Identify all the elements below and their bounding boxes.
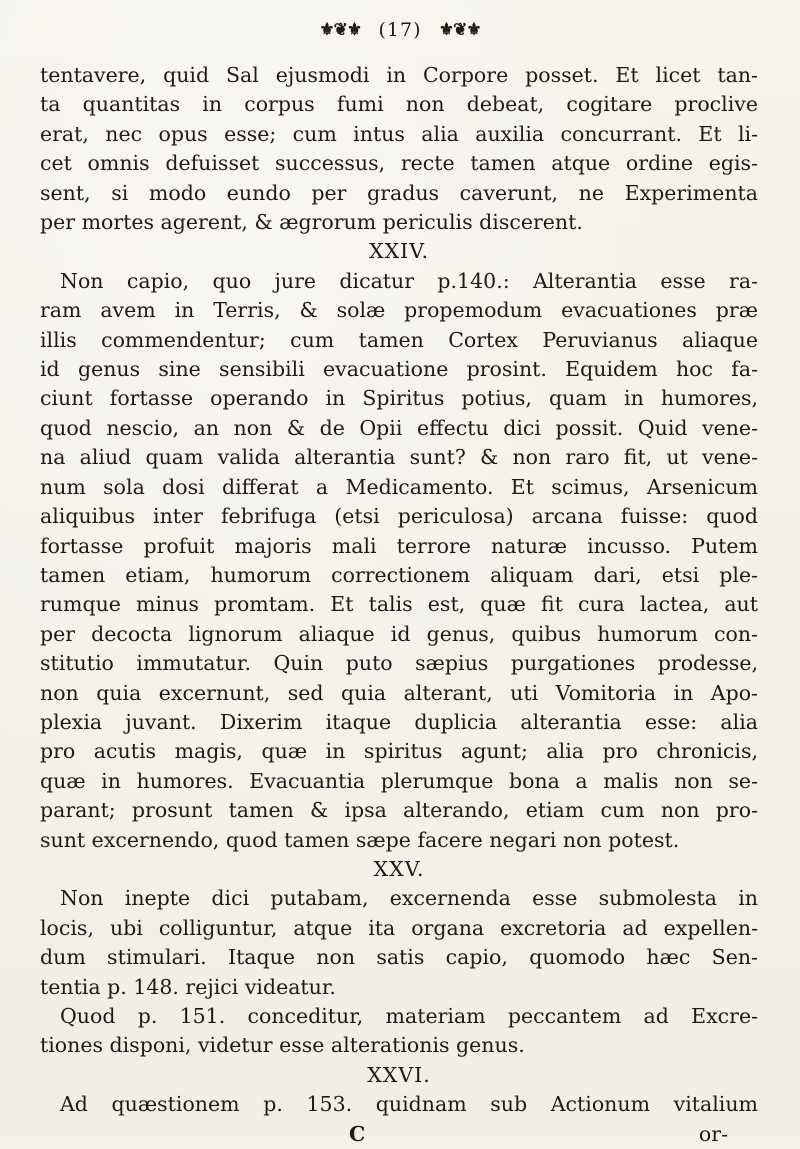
- text-line: ta quantitas in corpus fumi non debeat, cogitare proclive: [40, 92, 758, 117]
- ornament-left: ⚜❦⚜: [319, 19, 362, 40]
- text-line: id genus sine sensibili evacuatione prosint. Equidem hoc fa-: [40, 357, 758, 382]
- page-footer: [40, 1120, 758, 1149]
- section-heading-xxvi: XXVI.: [367, 1062, 431, 1087]
- text-line: Quod p. 151. conceditur, materiam peccantem ad Excre-: [60, 1004, 758, 1028]
- ornament-right: ⚜❦⚜: [438, 19, 481, 40]
- text-line: per mortes agerent, & ægrorum periculis discerent.: [40, 210, 583, 235]
- text-line: tamen etiam, humorum correctionem aliquam dari, etsi ple-: [40, 562, 758, 587]
- text-line: parant; prosunt tamen & ipsa alterando, etiam cum non pro-: [40, 798, 758, 823]
- text-line: cet omnis defuisset successus, recte tamen atque ordine egis-: [40, 151, 758, 176]
- text-line: dum stimulari. Itaque non satis capio, quomodo hæc Sen-: [40, 945, 758, 970]
- text-line: erat, nec opus esse; cum intus alia auxilia concurrant. Et li-: [40, 121, 758, 146]
- text-line: fortasse profuit majoris mali terrore naturæ incusso. Putem: [40, 533, 758, 558]
- text-line: locis, ubi colliguntur, atque ita organa excretoria ad expellen-: [40, 915, 758, 940]
- catchword: or-: [698, 1121, 728, 1146]
- text-line: num sola dosi differat a Medicamento. Et scimus, Arsenicum: [40, 474, 758, 499]
- section-heading-xxiv: XXIV.: [368, 239, 430, 264]
- text-line: Non inepte dici putabam, excernenda esse submolesta in: [60, 886, 758, 911]
- section-heading-xxv: XXV.: [373, 856, 425, 881]
- text-line: illis commendentur; cum tamen Cortex Peruvianus aliaque: [40, 327, 758, 352]
- page-number: (17): [378, 18, 422, 41]
- text-line: Non capio, quo jure dicatur p.140.: Alterantia esse ra-: [60, 268, 758, 293]
- text-line: sunt excernendo, quod tamen sæpe facere negari non potest.: [40, 827, 680, 852]
- text-line: quod nescio, an non & de Opii effectu dici possit. Quid vene-: [40, 415, 758, 440]
- signature-mark: C: [349, 1121, 366, 1146]
- text-line: Ad quæstionem p. 153. quidnam sub Actionum vitalium: [60, 1092, 758, 1117]
- text-line: tiones disponi, videtur esse alterationis genus.: [40, 1033, 525, 1058]
- text-line: per decocta lignorum aliaque id genus, quibus humorum con-: [40, 621, 758, 646]
- text-line: sent, si modo eundo per gradus caverunt, ne Experimenta: [40, 180, 758, 205]
- text-line: quæ in humores. Evacuantia plerumque bona a malis non se-: [40, 768, 758, 793]
- text-line: plexia juvant. Dixerim itaque duplicia alterantia esse: alia: [40, 709, 758, 734]
- running-header: [0, 16, 800, 41]
- text-line: stitutio immutatur. Quin puto sæpius purgationes prodesse,: [40, 651, 758, 676]
- text-line: aliquibus inter febrifuga (etsi periculosa) arcana fuisse: quod: [40, 504, 758, 529]
- body-text: [40, 61, 758, 1149]
- text-line: na aliud quam valida alterantia sunt? & non raro fit, ut vene-: [40, 445, 758, 470]
- text-line: rumque minus promtam. Et talis est, quæ fit cura lactea, aut: [40, 592, 758, 617]
- text-line: tentia p. 148. rejici videatur.: [40, 974, 336, 999]
- text-line: pro acutis magis, quæ in spiritus agunt; alia pro chronicis,: [40, 739, 758, 764]
- text-line: ciunt fortasse operando in Spiritus potius, quam in humores,: [40, 386, 758, 411]
- text-line: non quia excernunt, sed quia alterant, uti Vomitoria in Apo-: [40, 680, 758, 705]
- text-line: tentavere, quid Sal ejusmodi in Corpore posset. Et licet tan-: [40, 63, 758, 87]
- text-line: ram avem in Terris, & solæ propemodum evacuationes præ: [40, 298, 758, 323]
